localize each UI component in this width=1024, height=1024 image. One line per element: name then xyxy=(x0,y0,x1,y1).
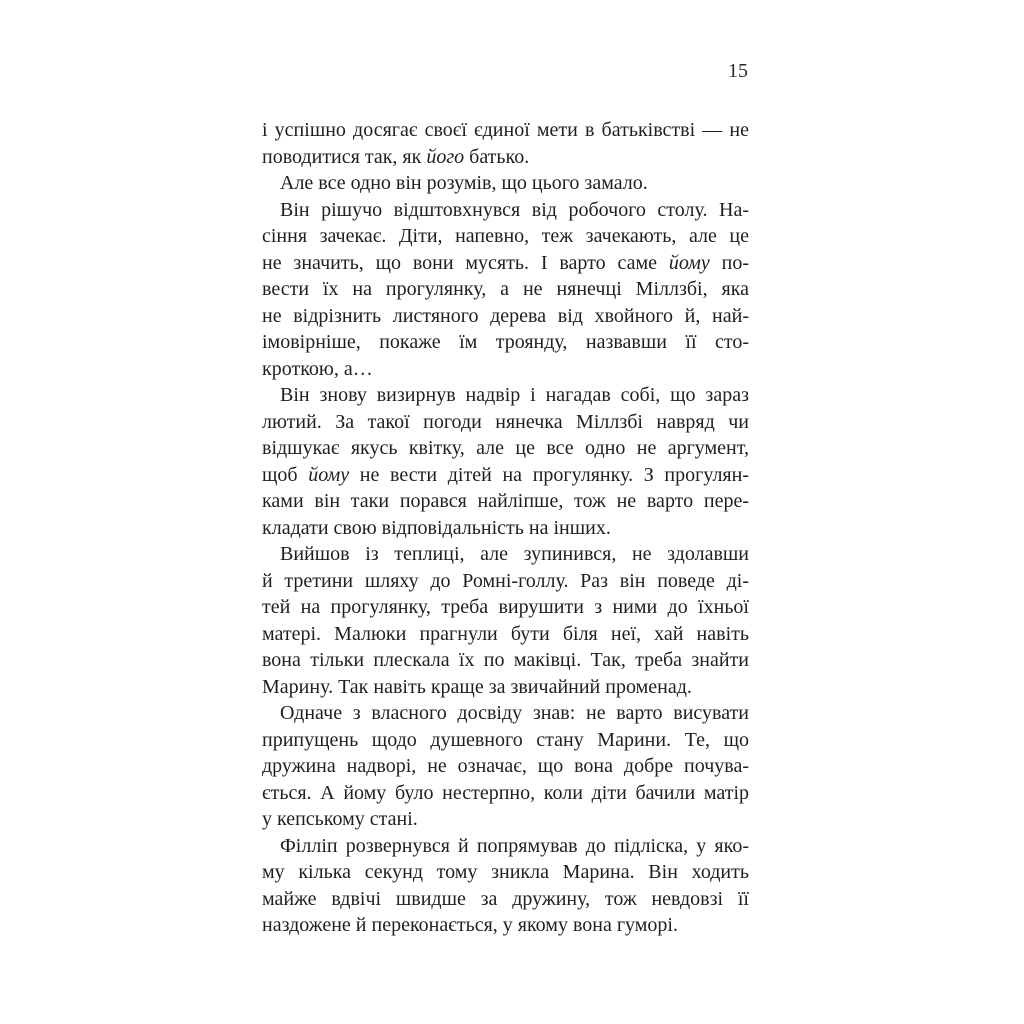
text-segment: імовірніше, покаже їм троянду, назвавши її сто- xyxy=(262,331,749,353)
text-segment: ється. А йому було нестерпно, коли діти бачили матір xyxy=(262,781,749,804)
text-segment: припущень щодо душевного стану Марини. Те, що xyxy=(262,728,749,751)
text-line xyxy=(262,117,749,144)
text-segment: щоб xyxy=(262,463,309,486)
text-line xyxy=(262,488,749,515)
text-segment: і успішно досягає своєї єдиної мети в батьківстві — не xyxy=(262,119,749,141)
text-line xyxy=(262,409,749,436)
text-segment: Але все одно він розумів, що цього замало. xyxy=(280,172,648,194)
page-number: 15 xyxy=(728,60,748,82)
text-line xyxy=(262,859,749,886)
text-line xyxy=(262,753,749,780)
text-line xyxy=(262,144,749,171)
text-segment: наздожене й переконається, у якому вона гуморі. xyxy=(262,914,678,936)
text-line xyxy=(262,700,749,727)
text-segment: вести їх на прогулянку, а не нянечці Міллзбі, яка xyxy=(262,278,749,300)
text-segment: у кепському стані. xyxy=(262,808,418,830)
text-line xyxy=(262,647,749,674)
text-line xyxy=(262,806,749,833)
text-line xyxy=(262,223,749,250)
text-line xyxy=(262,329,749,356)
text-line xyxy=(262,276,749,303)
text-segment: кроткою, а… xyxy=(262,357,373,380)
text-segment: Одначе з власного досвіду знав: не варто висувати xyxy=(280,702,749,724)
text-segment: батько. xyxy=(464,145,530,168)
book-page xyxy=(262,0,749,1024)
text-segment: дружина надворі, не означає, що вона добре почува- xyxy=(262,755,749,777)
text-segment: вона тільки плескала їх по маківці. Так, треба знайти xyxy=(262,649,749,671)
text-line xyxy=(262,727,749,754)
text-line xyxy=(262,886,749,913)
text-segment: сіння зачекає. Діти, напевно, теж зачекають, але це xyxy=(262,225,749,247)
text-segment: по- xyxy=(709,251,749,274)
text-segment: не значить, що вони мусять. І варто саме xyxy=(262,251,669,274)
text-segment: лютий. За такої погоди нянечка Міллзбі навряд чи xyxy=(262,410,749,433)
italic-text-segment: його xyxy=(426,145,465,168)
text-segment: кладати свою відповідальність на інших. xyxy=(262,516,611,539)
text-line xyxy=(262,462,749,489)
text-line xyxy=(262,382,749,409)
text-line xyxy=(262,356,749,383)
text-line xyxy=(262,303,749,330)
text-line xyxy=(262,197,749,224)
text-segment: майже вдвічі швидше за дружину, тож невдовзі її xyxy=(262,887,749,910)
text-segment: відшукає якусь квітку, але це все одно не аргумент, xyxy=(262,437,749,459)
text-line xyxy=(262,541,749,568)
text-segment: Філліп розвернувся й попрямував до підліска, у яко- xyxy=(280,834,749,857)
text-segment: му кілька секунд тому зникла Марина. Він ходить xyxy=(262,861,749,883)
italic-text-segment: йому xyxy=(308,463,350,486)
text-segment: ками він таки порався найліпше, тож не варто пере- xyxy=(262,490,749,512)
text-line xyxy=(262,674,749,701)
text-segment: Він знову визирнув надвір і нагадав собі, що зараз xyxy=(280,384,749,406)
text-segment: Вийшов із теплиці, але зупинився, не здолавши xyxy=(280,543,749,565)
text-line xyxy=(262,912,749,939)
text-line xyxy=(262,515,749,542)
text-line xyxy=(262,780,749,807)
text-segment: поводитися так, як xyxy=(262,145,427,168)
text-segment: Марину. Так навіть краще за звичайний променад. xyxy=(262,675,692,698)
text-line xyxy=(262,435,749,462)
text-segment: не відрізнить листяного дерева від хвойного й, най- xyxy=(262,304,749,327)
text-line xyxy=(262,621,749,648)
text-line xyxy=(262,594,749,621)
text-line xyxy=(262,568,749,595)
text-line xyxy=(262,833,749,860)
text-segment: Він рішучо відштовхнувся від робочого столу. На- xyxy=(280,198,749,221)
text-segment: не вести дітей на прогулянку. З прогулян- xyxy=(349,463,749,486)
italic-text-segment: йому xyxy=(668,251,710,274)
text-line xyxy=(262,170,749,197)
text-segment: матері. Малюки прагнули бути біля неї, хай навіть xyxy=(262,622,749,645)
text-line xyxy=(262,250,749,277)
body-text xyxy=(262,117,749,939)
text-segment: тей на прогулянку, треба вирушити з ними до їхньої xyxy=(262,596,749,618)
text-segment: й третини шляху до Ромні-голлу. Раз він поведе ді- xyxy=(262,569,749,592)
